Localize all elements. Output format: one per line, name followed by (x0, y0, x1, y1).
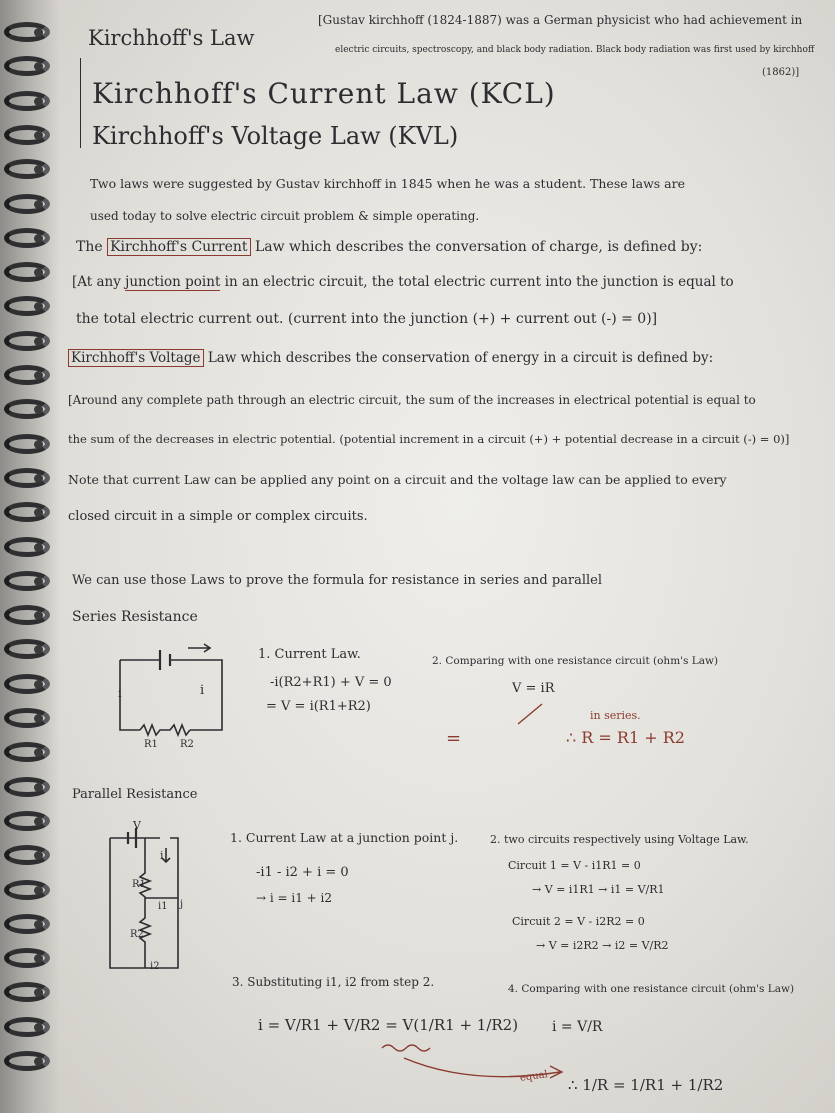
binding-hole (34, 886, 43, 895)
spiral-ring (4, 777, 50, 797)
main-title: Kirchhoff's Law (88, 26, 255, 50)
parallel-label-i1: i1 (158, 901, 168, 912)
binding-hole (34, 371, 43, 380)
parallel-step3-eq: i = V/R1 + V/R2 = V(1/R1 + 1/R2) (258, 1016, 519, 1034)
parallel-step2-title: 2. two circuits respectively using Voltage Law. (490, 833, 749, 846)
spiral-ring (4, 22, 50, 42)
binding-hole (34, 817, 43, 826)
parallel-step3-title: 3. Substituting i1, i2 from step 2. (232, 975, 435, 989)
series-label-i-right: i (200, 683, 205, 698)
spiral-ring (4, 468, 50, 488)
intro-line-2: used today to solve electric circuit problem & simple operating. (90, 209, 480, 223)
series-result-note: in series. (590, 709, 641, 722)
binding-hole (34, 200, 43, 209)
bio-line-1: [Gustav kirchhoff (1824-1887) was a German physicist who had achievement in (318, 13, 803, 27)
binding-hole (34, 783, 43, 792)
kvl-definition-line-2: the sum of the decreases in electric potential. (potential increment in a circuit (+) + potential decrease in a circuit (-) = 0)] (68, 432, 790, 446)
note-line-2: closed circuit in a simple or complex circuits. (68, 509, 368, 524)
kcl-intro (76, 240, 702, 254)
parallel-label-r2: R2 (130, 929, 144, 940)
series-label-r1: R1 (144, 739, 158, 750)
spiral-ring (4, 91, 50, 111)
kcl-definition-line-2: the total electric current out. (current into the junction (+) + current out (-) = 0)] (76, 311, 658, 327)
series-step2-title: 2. Comparing with one resistance circuit (ohm's Law) (432, 655, 719, 667)
parallel-step2-circuit1: Circuit 1 = V - i1R1 = 0 (508, 859, 641, 872)
kvl-definition-line-1: [Around any complete path through an electric circuit, the sum of the increases in electrical potential is equal to (68, 393, 756, 407)
binding-hole (34, 920, 43, 929)
intro-line-1: Two laws were suggested by Gustav kirchhoff in 1845 when he was a student. These laws are (90, 176, 685, 191)
parallel-step1-title: 1. Current Law at a junction point j. (230, 830, 459, 845)
binding-hole (34, 474, 43, 483)
kvl-line1-rest: Law which describes the conservation of energy in a circuit is defined by: (207, 350, 714, 366)
bio-line-2: electric circuits, spectroscopy, and black body radiation. Black body radiation was first used by kirchhoff (335, 45, 815, 55)
parallel-label-r1: R1 (132, 879, 146, 890)
parallel-label-j: j (180, 899, 184, 910)
kcl-def-start: [At any (72, 274, 121, 290)
binding-hole (34, 1023, 43, 1032)
parallel-step1-eq2: → i = i1 + i2 (256, 891, 333, 905)
spiral-ring (4, 880, 50, 900)
bio-line-3: (1862)] (762, 67, 800, 78)
binding-hole (34, 234, 43, 243)
spiral-ring (4, 228, 50, 248)
kcl-junction-point: junction point (125, 274, 221, 290)
spiral-ring (4, 914, 50, 934)
binding-hole (34, 28, 43, 37)
series-step2-eq: V = iR (512, 681, 555, 696)
kcl-title: Kirchhoff's Current Law (KCL) (92, 77, 556, 110)
kcl-boxed-term: Kirchhoff's Current (107, 238, 250, 256)
binding-hole (34, 543, 43, 552)
spiral-ring (4, 262, 50, 282)
series-step1-title: 1. Current Law. (258, 647, 361, 662)
parallel-step2-circuit2: Circuit 2 = V - i2R2 = 0 (512, 915, 645, 928)
binding-hole (34, 714, 43, 723)
parallel-step4-eq: i = V/R (552, 1019, 603, 1035)
spiral-ring (4, 194, 50, 214)
parallel-equal-arrow (400, 1052, 580, 1092)
spiral-ring (4, 674, 50, 694)
parallel-result: ∴ 1/R = 1/R1 + 1/R2 (568, 1076, 724, 1094)
parallel-label-i: i (160, 849, 164, 862)
binding-hole (34, 440, 43, 449)
binding-hole (34, 97, 43, 106)
kcl-line1-rest: Law which describes the conversation of charge, is defined by: (254, 239, 703, 255)
spiral-ring (4, 125, 50, 145)
kcl-def-rest: in an electric circuit, the total electric current into the junction is equal to (224, 274, 734, 290)
series-arrow-stroke (510, 700, 550, 730)
kvl-intro (68, 352, 713, 366)
parallel-label-i2: i2 (150, 961, 160, 972)
spiral-ring (4, 365, 50, 385)
spiral-ring (4, 1017, 50, 1037)
spiral-ring (4, 331, 50, 351)
spiral-ring (4, 434, 50, 454)
binding-hole (34, 680, 43, 689)
proof-intro: We can use those Laws to prove the formula for resistance in series and parallel (72, 573, 603, 588)
parallel-step1-eq1: -i1 - i2 + i = 0 (256, 865, 349, 880)
spiral-ring (4, 948, 50, 968)
kvl-title: Kirchhoff's Voltage Law (KVL) (92, 122, 459, 150)
spiral-ring (4, 605, 50, 625)
binding-hole (34, 337, 43, 346)
kcl-prefix: The (76, 239, 103, 255)
spiral-ring (4, 811, 50, 831)
title-bracket (80, 58, 81, 148)
parallel-label-v: V (133, 819, 141, 832)
series-result: ∴ R = R1 + R2 (566, 728, 685, 747)
spiral-ring (4, 708, 50, 728)
spiral-ring (4, 1051, 50, 1071)
parallel-step4-title: 4. Comparing with one resistance circuit (ohm's Law) (508, 983, 795, 995)
series-heading: Series Resistance (72, 609, 198, 625)
kvl-boxed-term: Kirchhoff's Voltage (68, 349, 204, 367)
binding-hole (34, 131, 43, 140)
series-label-i-left: i (118, 687, 122, 700)
parallel-heading: Parallel Resistance (72, 787, 198, 802)
series-step1-eq2: = V = i(R1+R2) (266, 699, 371, 714)
note-line-1: Note that current Law can be applied any point on a circuit and the voltage law can be applied to every (68, 472, 727, 487)
spiral-ring (4, 571, 50, 591)
series-step1-eq1: -i(R2+R1) + V = 0 (270, 675, 392, 690)
parallel-circuit-diagram (100, 818, 210, 978)
parallel-step2-circuit1-result: → V = i1R1 → i1 = V/R1 (532, 883, 665, 896)
parallel-equal-note: equal (519, 1069, 549, 1084)
binding-hole (34, 577, 43, 586)
kcl-definition-line-1 (72, 276, 734, 290)
binding-hole (34, 1057, 43, 1066)
series-label-r2: R2 (180, 739, 194, 750)
spiral-ring (4, 537, 50, 557)
parallel-step2-circuit2-result: → V = i2R2 → i2 = V/R2 (536, 939, 669, 952)
series-equals-sign: = (446, 728, 462, 749)
